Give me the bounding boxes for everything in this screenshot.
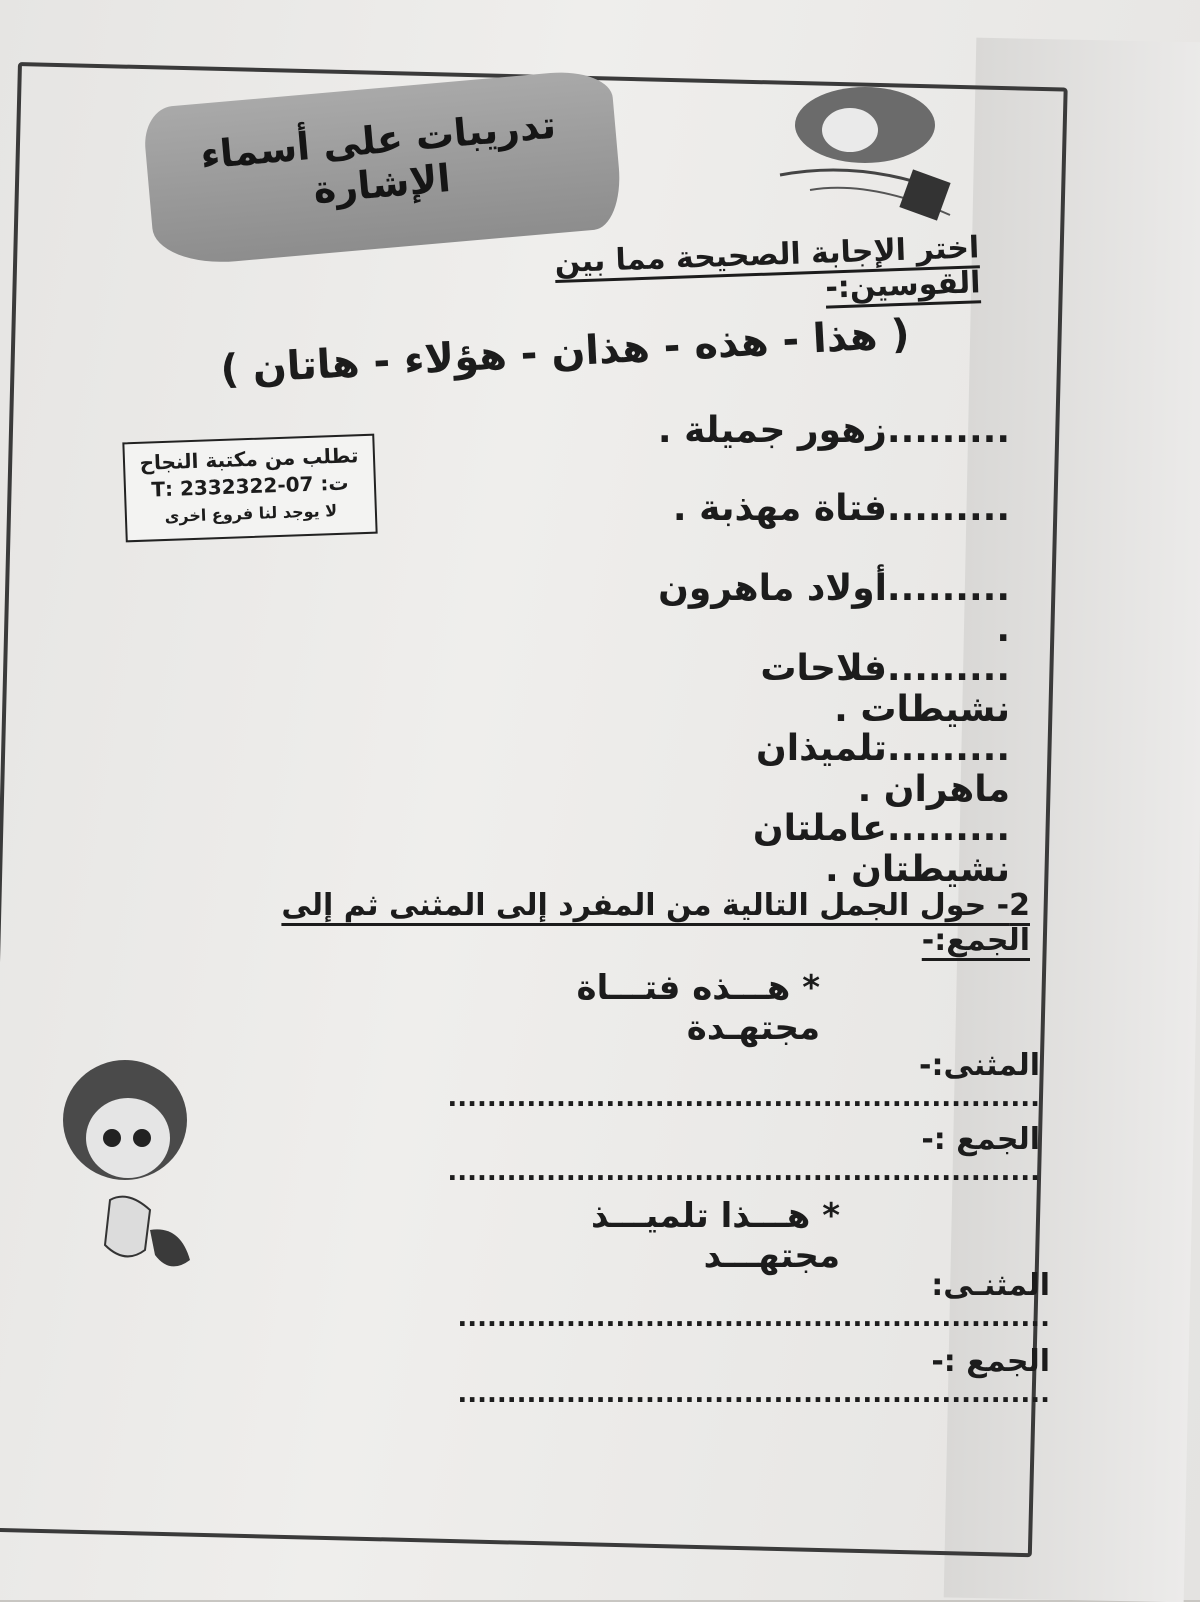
answer-line[interactable]: ............................................................ <box>447 1083 1040 1113</box>
sentence-text: فلاحات نشيطات . <box>760 648 1010 730</box>
answer-line[interactable]: ............................................................ <box>447 1157 1040 1187</box>
sentence-row <box>640 808 1010 890</box>
sentence-row <box>640 728 1010 810</box>
exercise2-instruction: 2- حول الجمل التالية من المفرد إلى المثنى ثم إلى الجمع:- <box>281 888 1030 958</box>
blank[interactable]: ......... <box>886 488 1010 529</box>
stamp-line-1: تطلب من مكتبة النجاح <box>139 443 359 475</box>
example-sentence: * هـــذه فتـــاة مجتهـدة <box>576 968 820 1048</box>
sentence-text: أولاد ماهرون . <box>658 568 1010 650</box>
blank[interactable]: ......... <box>886 410 1010 451</box>
dual-label: المثنـى: <box>931 1268 1050 1303</box>
sentence-text: فتاة مهذبة . <box>672 488 887 529</box>
example-sentence: * هـــذا تلميـــذ مجتهـــد <box>590 1196 840 1276</box>
sentence-row <box>640 488 1010 529</box>
sentence-text: تلميذان ماهران . <box>756 728 1010 810</box>
choices-list: ( هذا - هذه - هذان - هؤلاء - هاتان ) <box>219 311 911 394</box>
exercise1-instruction: اختر الإجابة الصحيحة مما بين القوسين:- <box>554 230 982 306</box>
answer-line[interactable]: ............................................................ <box>457 1379 1050 1409</box>
sentence-row <box>640 568 1010 650</box>
blank[interactable]: ......... <box>886 568 1010 609</box>
sentence-text: زهور جميلة . <box>657 410 887 451</box>
blank[interactable]: ......... <box>886 728 1010 769</box>
dual-label: المثنى:- <box>919 1048 1040 1083</box>
reading-child-illustration <box>770 80 960 230</box>
stamp-line-3: لا يوجد لنا فروع اخرى <box>164 500 338 526</box>
answer-line[interactable]: ............................................................ <box>457 1303 1050 1333</box>
cartoon-girl-illustration <box>50 1050 200 1280</box>
blank[interactable]: ......... <box>886 808 1010 849</box>
bookstore-stamp <box>122 434 377 543</box>
stamp-line-2: ت: 07-2332322 :T <box>150 470 349 502</box>
sentence-row <box>640 648 1010 730</box>
plural-label: الجمع :- <box>921 1122 1040 1157</box>
worksheet-title: تدريبات على أسماء الإشارة <box>198 102 558 212</box>
blank[interactable]: ......... <box>886 648 1010 689</box>
sentence-row <box>640 410 1010 451</box>
answer-row-plural <box>457 1344 1050 1409</box>
answer-row-plural <box>447 1122 1040 1187</box>
answer-row-dual <box>457 1268 1050 1333</box>
answer-row-dual <box>447 1048 1040 1113</box>
plural-label: الجمع :- <box>931 1344 1050 1379</box>
sentence-text: عاملتان نشيطتان . <box>752 808 1010 890</box>
